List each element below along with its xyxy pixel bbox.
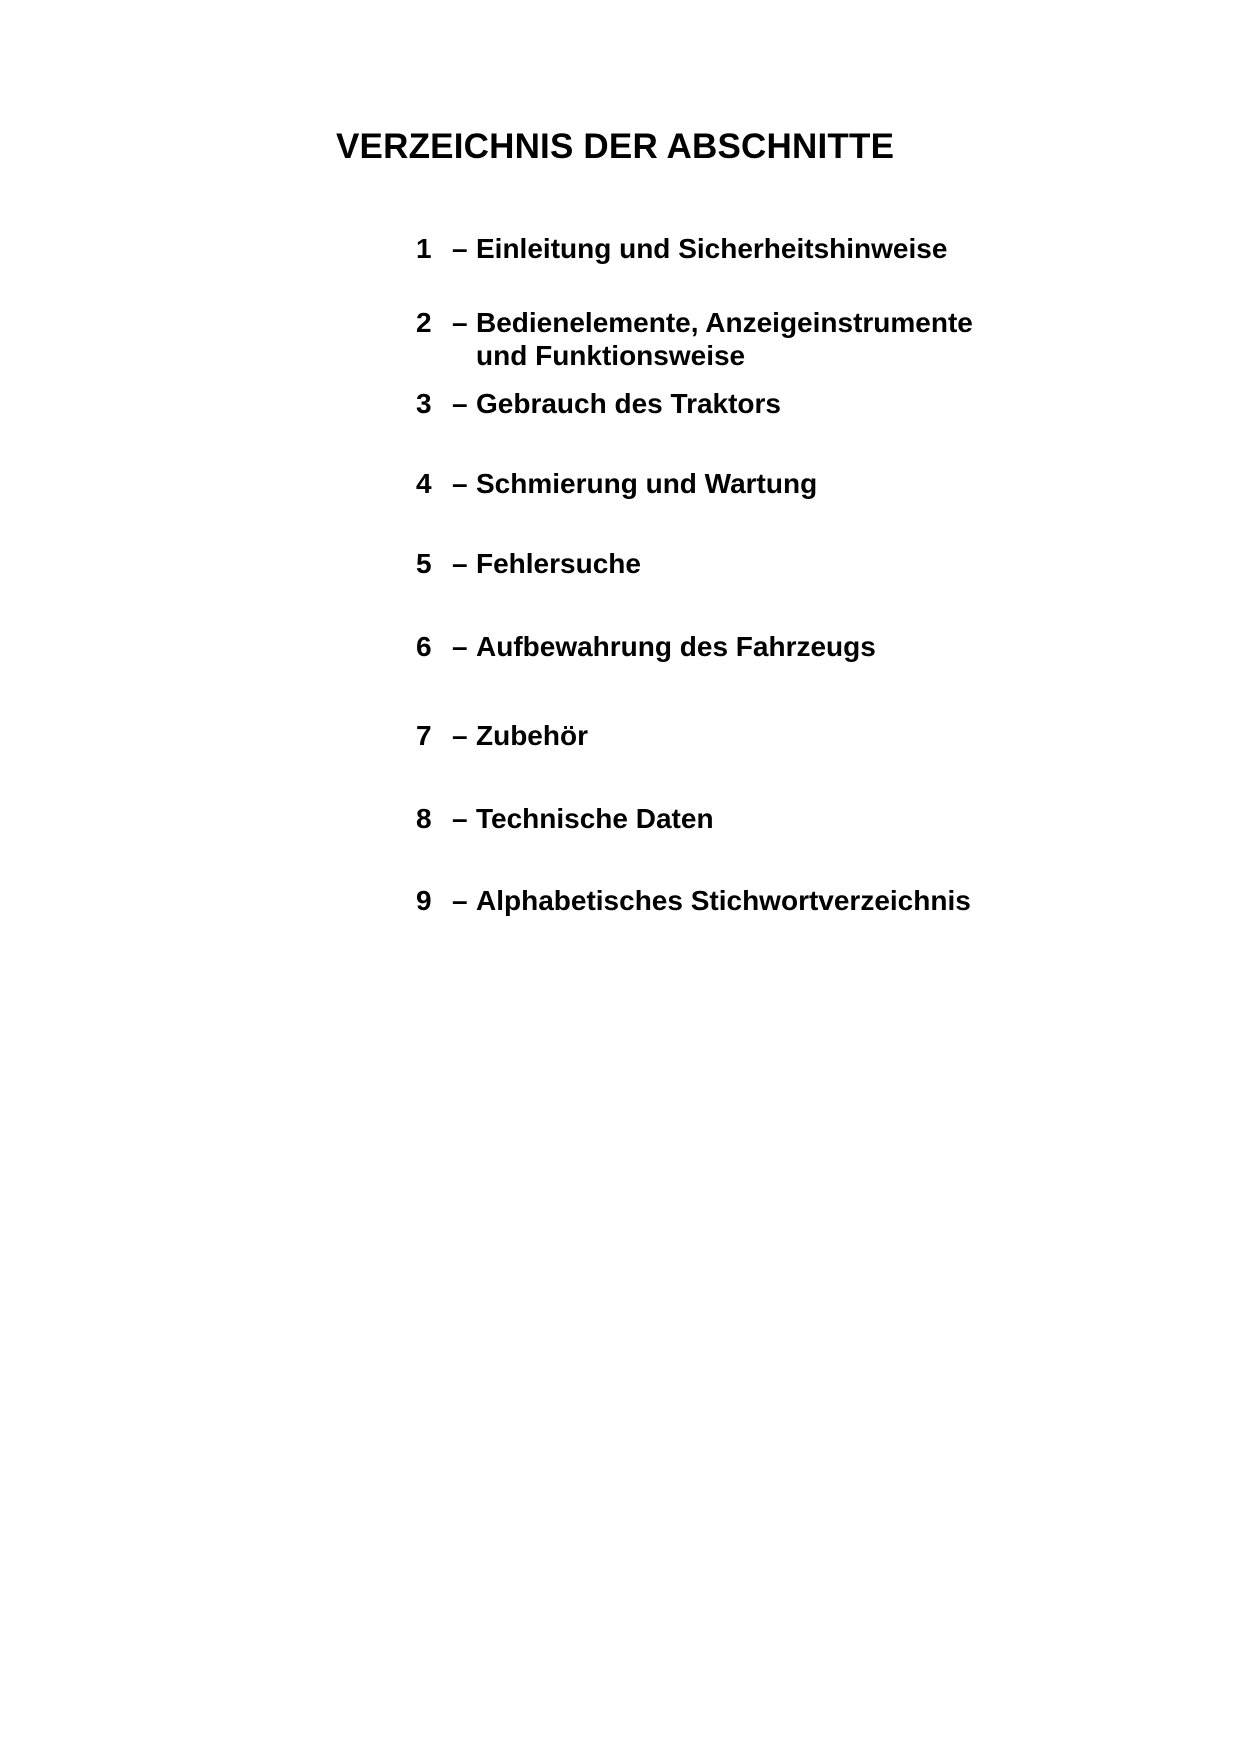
section-dash: – — [452, 803, 468, 834]
section-dash: – — [452, 468, 468, 499]
section-title: Bedienelemente, Anzeigeinstrumente — [476, 307, 973, 338]
section-title: Fehlersuche — [476, 548, 641, 579]
section-number: 6 — [416, 631, 432, 662]
section-title-continuation: und Funktionsweise — [476, 340, 746, 371]
section-dash: – — [452, 388, 468, 419]
section-number: 5 — [416, 548, 432, 579]
section-dash: – — [452, 233, 468, 264]
section-number: 7 — [416, 720, 432, 751]
section-dash: – — [452, 720, 468, 751]
section-dash: – — [452, 885, 468, 916]
section-number: 9 — [416, 885, 432, 916]
section-title: Einleitung und Sicherheitshinweise — [476, 233, 948, 264]
section-title: Technische Daten — [476, 803, 714, 834]
section-title: Schmierung und Wartung — [476, 468, 818, 499]
section-number: 8 — [416, 803, 432, 834]
section-title: Aufbewahrung des Fahrzeugs — [476, 631, 876, 662]
section-title: Gebrauch des Traktors — [476, 388, 782, 419]
section-title: Alphabetisches Stichwortverzeichnis — [476, 885, 971, 916]
section-number: 3 — [416, 388, 432, 419]
section-dash: – — [452, 631, 468, 662]
section-dash: – — [452, 548, 468, 579]
section-number: 1 — [416, 233, 432, 264]
section-dash: – — [452, 307, 468, 338]
page-title: VERZEICHNIS DER ABSCHNITTE — [336, 127, 895, 166]
section-title: Zubehör — [476, 720, 588, 751]
section-number: 2 — [416, 307, 432, 338]
section-number: 4 — [416, 468, 432, 499]
